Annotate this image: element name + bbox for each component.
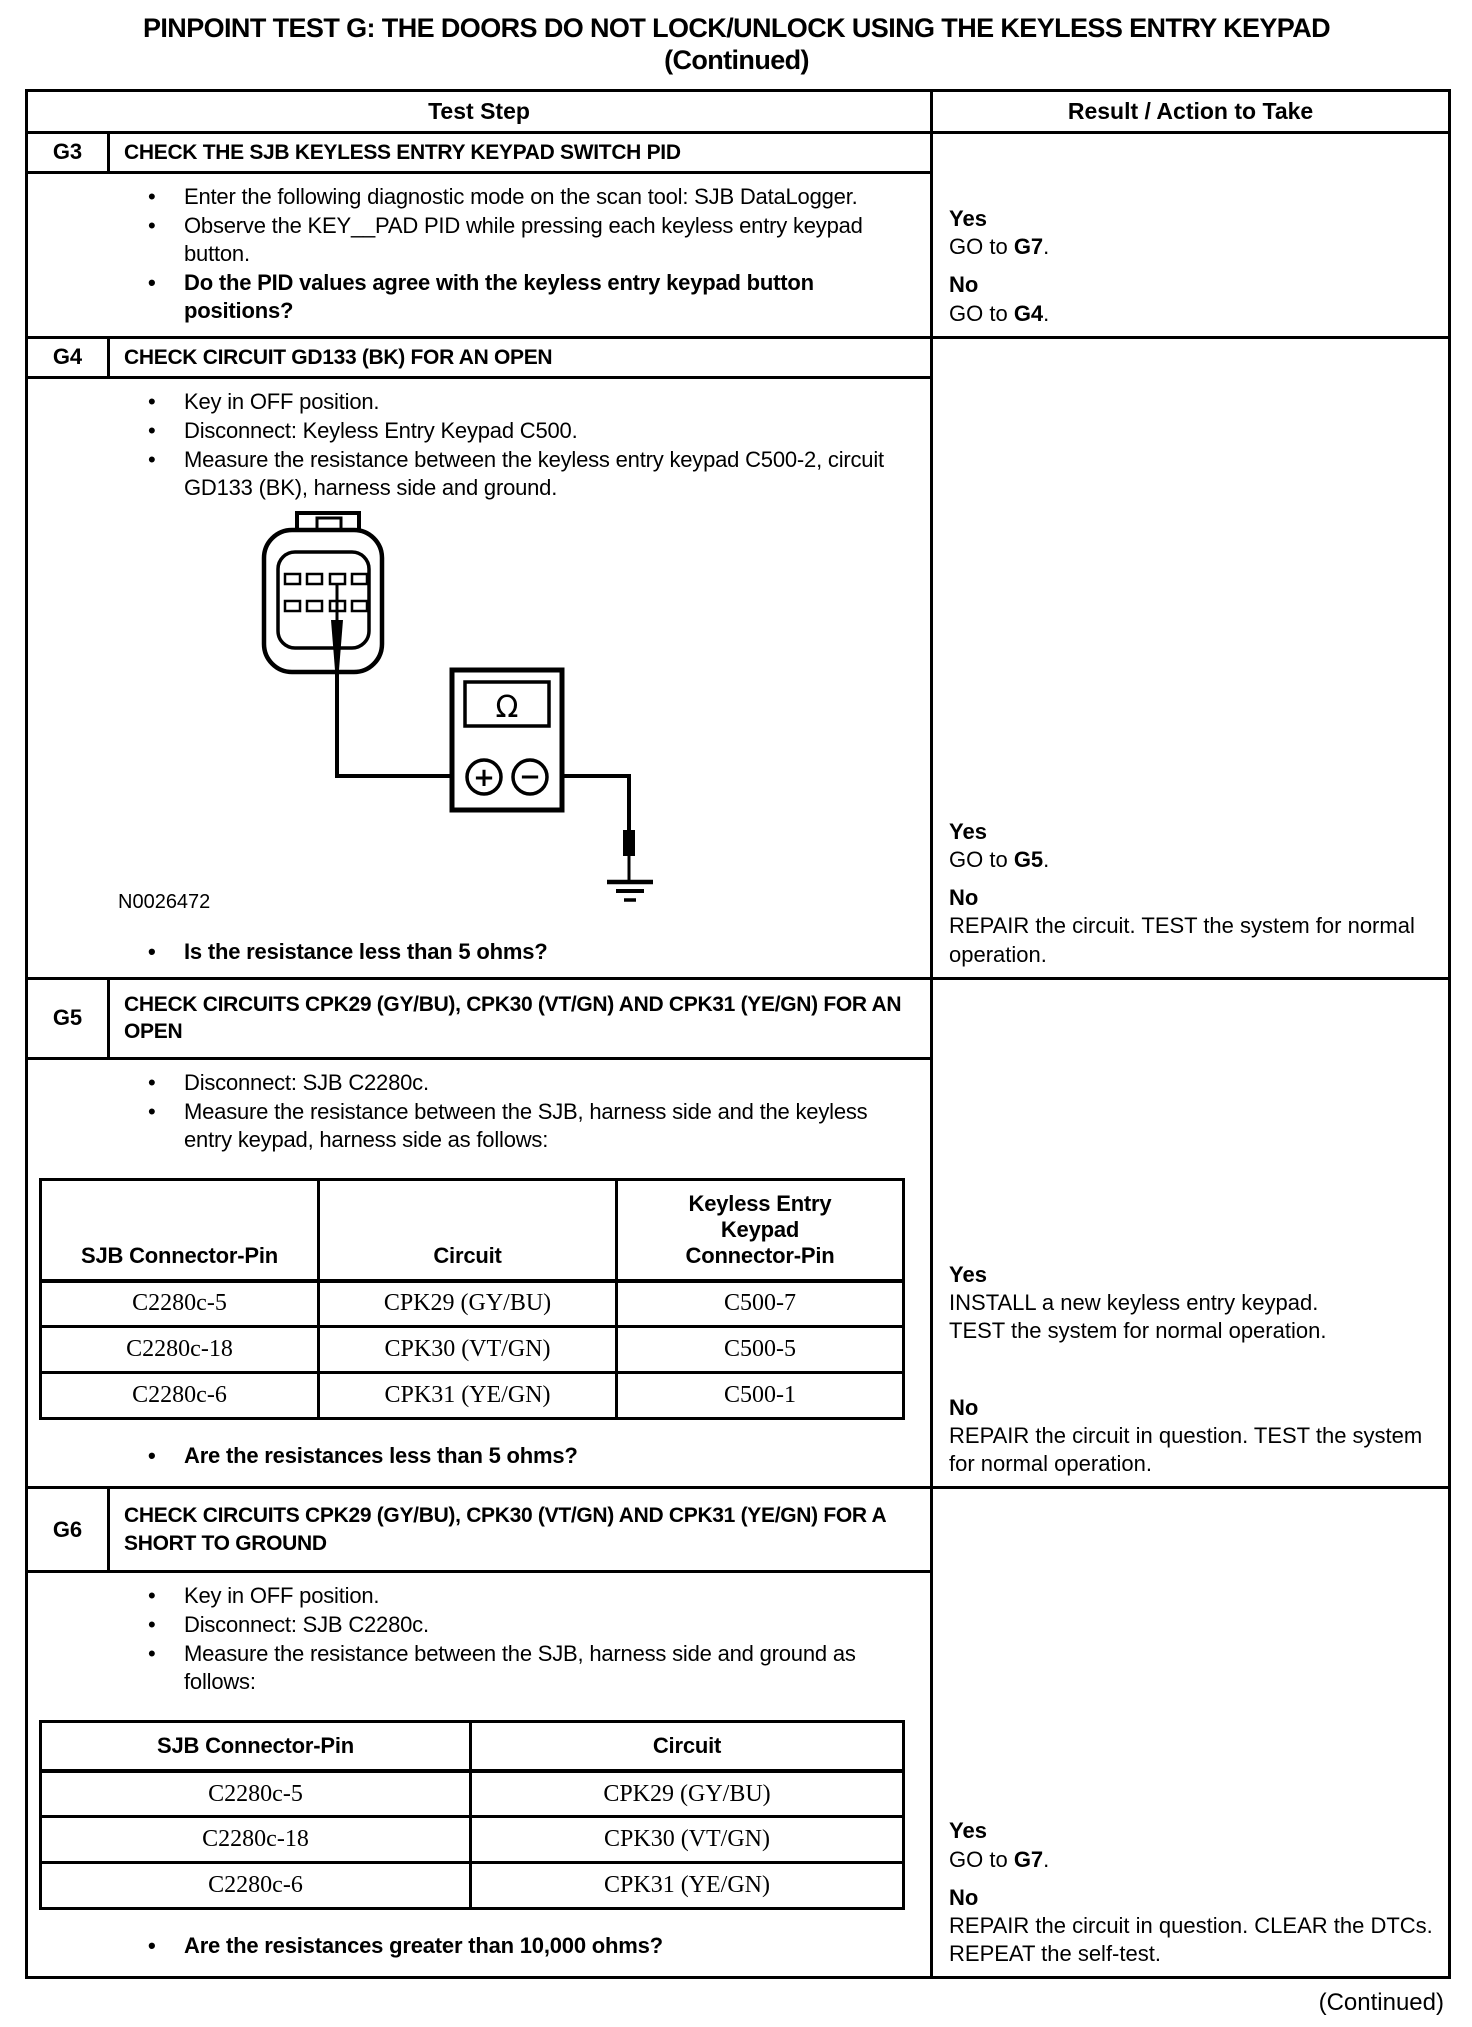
cell-circuit: CPK31 (YE/GN): [471, 1863, 904, 1909]
ohmmeter: [452, 670, 562, 810]
g5-bullet-list: [28, 1069, 930, 1154]
list-item: [148, 1640, 912, 1696]
g4-question: Is the resistance less than 5 ohms?: [184, 938, 548, 964]
g6-yes-period: .: [1043, 1846, 1050, 1872]
g3-yes-label: Yes: [949, 206, 987, 232]
step-g4-body: [27, 378, 932, 979]
cell-sjb-pin: C2280c-18: [41, 1817, 471, 1863]
g5-yes-action-line1: INSTALL a new keyless entry keypad.: [949, 1290, 1319, 1316]
cell-circuit: CPK30 (VT/GN): [319, 1327, 617, 1373]
table-row: [41, 1771, 904, 1817]
g3-no-period: .: [1043, 300, 1050, 326]
resistance-test-figure: [28, 506, 930, 928]
ohm-symbol: Ω: [495, 689, 519, 725]
bullet-icon: •: [148, 418, 156, 443]
minus-icon: −: [519, 761, 541, 792]
g6-yes-label: Yes: [949, 1818, 987, 1844]
g4-yes-label: Yes: [949, 818, 987, 844]
g6-no-label: No: [949, 1884, 979, 1910]
g5-col-keypad-pin: Keyless Entry Keypad Connector-Pin: [617, 1179, 904, 1281]
step-g6-header-row: [27, 1488, 1450, 1572]
g6-bullet-list: [28, 1582, 930, 1696]
table-row: [41, 1863, 904, 1909]
g3-bullet-1: Enter the following diagnostic mode on the scan tool: SJB DataLogger.: [184, 184, 858, 210]
g5-col-sjb-pin: SJB Connector-Pin: [41, 1179, 319, 1281]
list-item: [148, 1932, 912, 1960]
list-item: [148, 1098, 912, 1154]
cell-circuit: CPK31 (YE/GN): [319, 1373, 617, 1419]
list-item: [148, 269, 912, 325]
g4-bullet-3: Measure the resistance between the keyless entry keypad C500-2, circuit GD133 (BK), harness side and ground.: [184, 446, 884, 500]
list-item: [148, 446, 912, 502]
g3-no-action: [949, 300, 1440, 328]
g4-yes-action: [949, 846, 1440, 874]
cell-keypad-pin: C500-5: [617, 1327, 904, 1373]
bullet-icon: •: [148, 446, 156, 472]
g6-circuit-table-header-row: [41, 1721, 904, 1771]
column-header-result: Result / Action to Take: [932, 90, 1450, 132]
table-row: [41, 1817, 904, 1863]
cell-circuit: CPK30 (VT/GN): [471, 1817, 904, 1863]
bullet-icon: •: [148, 213, 156, 239]
g5-circuit-table: [39, 1178, 905, 1421]
plus-icon: +: [473, 762, 495, 793]
bullet-icon: •: [148, 1098, 156, 1124]
list-item: [148, 1611, 912, 1639]
bullet-icon: •: [148, 184, 156, 210]
step-g4-header-row: [27, 337, 1450, 377]
list-item: [148, 417, 912, 445]
g4-no-label: No: [949, 885, 979, 911]
list-item: [148, 1582, 912, 1610]
g3-no-label: No: [949, 272, 979, 298]
g5-circuit-table-header-row: [41, 1179, 904, 1281]
cell-keypad-pin: C500-7: [617, 1281, 904, 1327]
g3-bullet-list: [28, 183, 930, 325]
step-g4-title: CHECK CIRCUIT GD133 (BK) FOR AN OPEN: [109, 337, 932, 377]
bullet-icon: •: [148, 1583, 156, 1608]
step-g6-id: G6: [27, 1488, 109, 1572]
list-item: [148, 388, 912, 416]
g5-bullet-2: Measure the resistance between the SJB, harness side and the keyless entry keypad, harness side as follows:: [184, 1098, 868, 1152]
g5-question: Are the resistances less than 5 ohms?: [184, 1443, 578, 1469]
bullet-icon: •: [148, 389, 156, 415]
g4-question-list: [28, 938, 930, 966]
g6-yes-text: GO to: [949, 1846, 1014, 1872]
cell-sjb-pin: C2280c-6: [41, 1373, 319, 1419]
step-g3-header-row: [27, 132, 1450, 172]
g5-no-label: No: [949, 1394, 979, 1420]
ground-probe: [623, 830, 635, 856]
connector-diagram: [264, 513, 382, 672]
step-g5-result-cell: [932, 978, 1450, 1487]
step-g3-body: [27, 173, 932, 338]
page-title: [25, 12, 1448, 77]
g6-col-sjb-pin: SJB Connector-Pin: [41, 1721, 471, 1771]
g6-yes-action: [949, 1846, 1440, 1874]
cell-keypad-pin: C500-1: [617, 1373, 904, 1419]
g4-bullet-list: [28, 388, 930, 502]
g3-no-text: GO to: [949, 300, 1014, 326]
table-row: [41, 1281, 904, 1327]
table-row: [41, 1327, 904, 1373]
g6-no-action: REPAIR the circuit in question. CLEAR the DTCs. REPEAT the self-test.: [949, 1912, 1433, 1967]
g3-yes-text: GO to: [949, 234, 1014, 260]
step-g6-result-cell: [932, 1488, 1450, 1978]
g5-bullet-1: Disconnect: SJB C2280c.: [184, 1069, 429, 1095]
connector-ohmmeter-diagram: [237, 506, 657, 928]
step-g4-id: G4: [27, 337, 109, 377]
bullet-icon: •: [148, 1611, 156, 1637]
step-g3-id: G3: [27, 132, 109, 172]
g3-yes-target: G7: [1013, 234, 1044, 260]
step-g6-title: CHECK CIRCUITS CPK29 (GY/BU), CPK30 (VT/GN) AND CPK31 (YE/GN) FOR A SHORT TO GROUND: [109, 1488, 932, 1572]
cell-circuit: CPK29 (GY/BU): [471, 1771, 904, 1817]
figure-label: N0026472: [118, 890, 211, 913]
bullet-icon: •: [148, 269, 156, 295]
list-item: [148, 183, 912, 211]
g4-bullet-1: Key in OFF position.: [184, 389, 380, 415]
g4-no-action: REPAIR the circuit. TEST the system for normal operation.: [949, 913, 1415, 967]
g5-question-list: [28, 1442, 930, 1470]
step-g6-body: [27, 1572, 932, 1978]
step-g5-body: [27, 1058, 932, 1487]
g4-bullet-2: Disconnect: Keyless Entry Keypad C500.: [184, 418, 578, 443]
g3-bullet-2: Observe the KEY__PAD PID while pressing each keyless entry keypad button.: [184, 213, 863, 266]
list-item: [148, 938, 912, 966]
page-title-continued: (Continued): [664, 45, 809, 76]
continued-footnote: (Continued): [1318, 1989, 1444, 2017]
g3-question: Do the PID values agree with the keyless entry keypad button positions?: [184, 269, 814, 323]
g4-yes-target: G5: [1013, 847, 1044, 873]
ground-icon: [607, 882, 653, 900]
bullet-icon: •: [148, 1069, 156, 1095]
bullet-icon: •: [148, 1933, 156, 1959]
g3-no-target: G4: [1013, 300, 1044, 326]
step-g3-title: CHECK THE SJB KEYLESS ENTRY KEYPAD SWITCH PID: [109, 132, 932, 172]
ground-lead: [562, 776, 653, 900]
step-g5-id: G5: [27, 978, 109, 1058]
step-g5-header-row: [27, 978, 1450, 1058]
meter-lead-wire: [337, 670, 452, 776]
g6-question-list: [28, 1932, 930, 1960]
step-g4-result-cell: [932, 337, 1450, 978]
cell-sjb-pin: C2280c-6: [41, 1863, 471, 1909]
g6-bullet-1: Key in OFF position.: [184, 1583, 380, 1608]
list-item: [148, 1442, 912, 1470]
step-g3-result-cell: [932, 132, 1450, 337]
g6-bullet-3: Measure the resistance between the SJB, harness side and ground as follows:: [184, 1640, 856, 1694]
g6-bullet-2: Disconnect: SJB C2280c.: [184, 1611, 429, 1637]
g6-col-circuit: Circuit: [471, 1721, 904, 1771]
g5-yes-action-line2: TEST the system for normal operation.: [949, 1318, 1327, 1344]
cell-sjb-pin: C2280c-5: [41, 1771, 471, 1817]
table-header-row: [27, 90, 1450, 132]
pinpoint-test-table: [25, 89, 1451, 1979]
g4-yes-period: .: [1043, 847, 1050, 873]
g4-yes-text: GO to: [949, 847, 1014, 873]
cell-sjb-pin: C2280c-5: [41, 1281, 319, 1327]
g6-circuit-table: [39, 1720, 905, 1911]
column-header-test-step: Test Step: [27, 90, 932, 132]
list-item: [148, 212, 912, 268]
bullet-icon: •: [148, 1640, 156, 1666]
step-g5-title: CHECK CIRCUITS CPK29 (GY/BU), CPK30 (VT/GN) AND CPK31 (YE/GN) FOR AN OPEN: [109, 978, 932, 1058]
g6-yes-target: G7: [1013, 1846, 1044, 1872]
g3-yes-action: [949, 233, 1440, 261]
cell-circuit: CPK29 (GY/BU): [319, 1281, 617, 1327]
bullet-icon: •: [148, 938, 156, 964]
g5-col-circuit: Circuit: [319, 1179, 617, 1281]
g5-yes-label: Yes: [949, 1262, 987, 1288]
g6-question: Are the resistances greater than 10,000 ohms?: [184, 1933, 663, 1959]
page-title-text: PINPOINT TEST G: THE DOORS DO NOT LOCK/UNLOCK USING THE KEYLESS ENTRY KEYPAD: [143, 13, 1330, 43]
list-item: [148, 1069, 912, 1097]
cell-sjb-pin: C2280c-18: [41, 1327, 319, 1373]
bullet-icon: •: [148, 1443, 156, 1469]
g5-no-action: REPAIR the circuit in question. TEST the system for normal operation.: [949, 1422, 1423, 1476]
table-row: [41, 1373, 904, 1419]
g3-yes-period: .: [1043, 234, 1050, 260]
